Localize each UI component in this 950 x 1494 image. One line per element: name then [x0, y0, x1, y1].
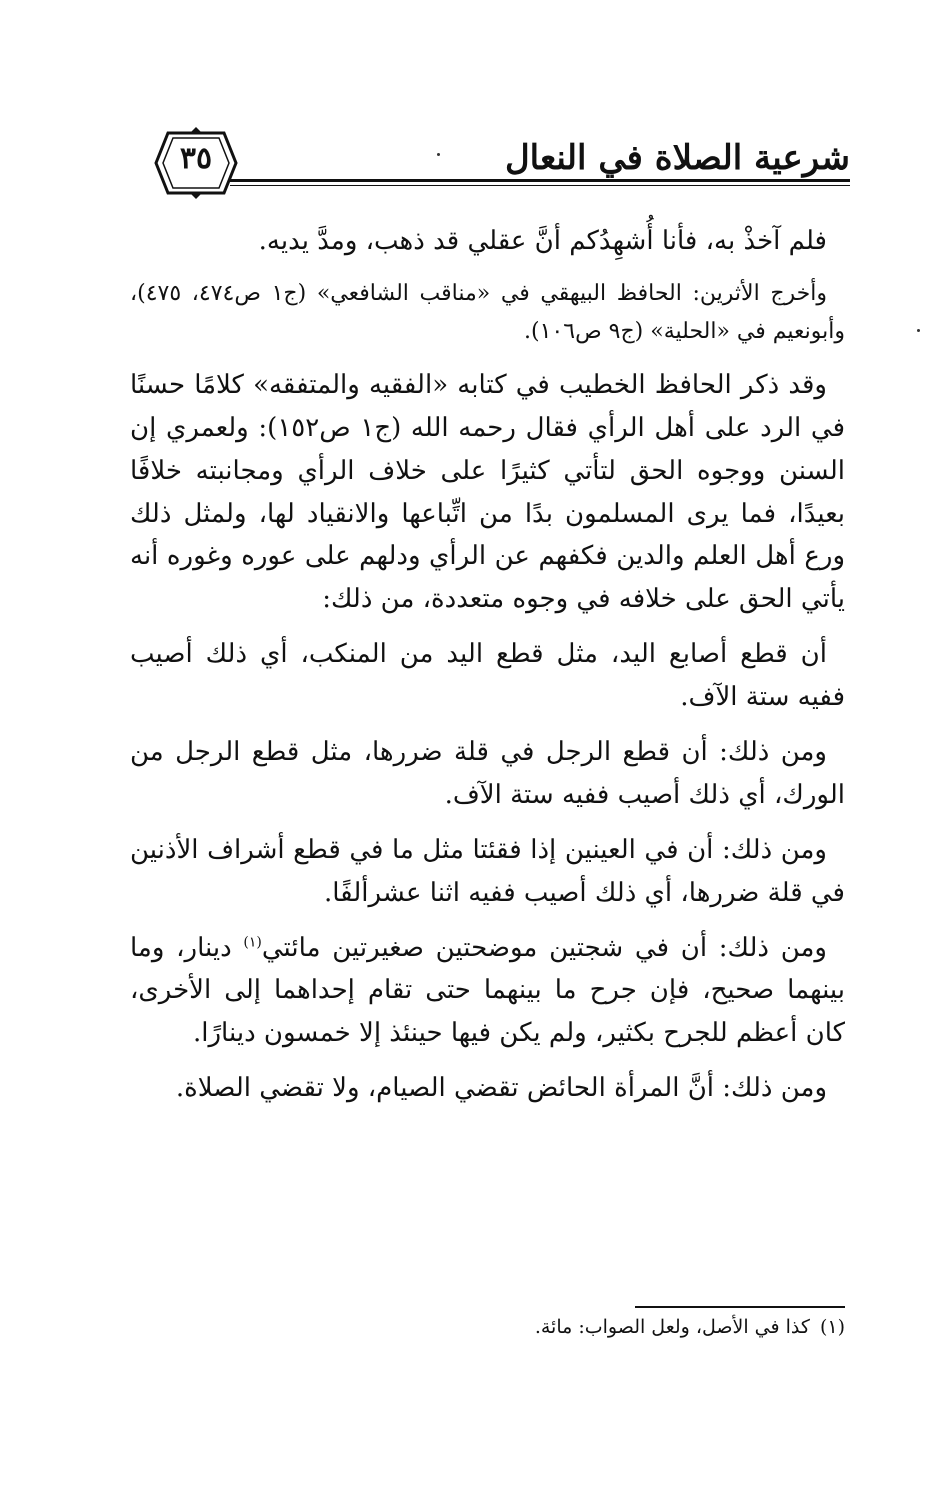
- footnote-text: كذا في الأصل، ولعل الصواب: مائة.: [534, 1316, 810, 1338]
- header-rule: [230, 179, 850, 182]
- page-number: ٣٥: [179, 141, 213, 176]
- page-header: [125, 120, 850, 210]
- paragraph-text-after-note: دينار، وما بينهما صحيح، فإن جرح ما بينهما حتى تقام إحداهما إلى الأخرى، كان أعظم للجرح بكثير، ولم يكن فيها حينئذ إلا خمسون دينارًا.: [130, 932, 845, 1049]
- paragraph: وقد ذكر الحافظ الخطيب في كتابه «الفقيه والمتفقه» كلامًا حسنًا في الرد على أهل الرأي فقال رحمه الله (ج١ ص١٥٢): ولعمري إن السنن ووجوه الحق لتأتي كثيرًا على خلاف الرأي ومجانبته خلافًا بعيدًا، فما يرى المسلمون بدًا من اتِّباعها والانقياد لها، ولمثل ذلك ورع أهل العلم والدين فكفهم عن الرأي ودلهم على عوره وغوره أنه يأتي الحق على خلافه في وجوه متعددة، من ذلك:: [130, 369, 846, 615]
- paragraph: أن قطع أصابع اليد، مثل قطع اليد من المنكب، أي ذلك أصيب ففيه ستة الآف.: [130, 639, 845, 713]
- footnote-separator: [635, 1306, 845, 1308]
- body-text: [130, 220, 845, 1110]
- header-dot: [437, 153, 440, 156]
- paragraph: ومن ذلك: أن قطع الرجل في قلة ضررها، مثل قطع الرجل من الورك، أي ذلك أصيب ففيه ستة الآف.: [130, 737, 845, 810]
- paragraph: ومن ذلك: أنَّ المرأة الحائض تقضي الصيام، ولا تقضي الصلاة.: [175, 1073, 827, 1104]
- header-rule-thin: [230, 185, 850, 186]
- paragraph-with-footnote: [130, 927, 845, 1056]
- paragraph-text-before-note: ومن ذلك: أن في شجتين موضحتين صغيرتين مائتي: [261, 932, 827, 963]
- page-number-badge: [150, 125, 242, 201]
- paragraph: فلم آخذْ به، فأنا أُشهِدُكم أنَّ عقلي قد ذهب، ومدَّ يديه.: [258, 226, 827, 256]
- footnote: [245, 1315, 845, 1340]
- paragraph: ومن ذلك: أن في العينين إذا فقئتا مثل ما في قطع أشراف الأذنين في قلة ضررها، أي ذلك أصيب ففيه اثنا عشرألفًا.: [130, 834, 845, 908]
- footnote-reference[interactable]: (١): [243, 933, 262, 950]
- margin-dot: [917, 329, 920, 332]
- running-title: شرعية الصلاة في النعال: [504, 138, 850, 178]
- paragraph-source-reference: وأخرج الأثرين: الحافظ البيهقي في «مناقب الشافعي» (ج١ ص٤٧٤، ٤٧٥)، وأبونعيم في «الحلية» (ج٩ ص١٠٦).: [130, 280, 845, 345]
- footnote-marker: (١): [819, 1316, 845, 1338]
